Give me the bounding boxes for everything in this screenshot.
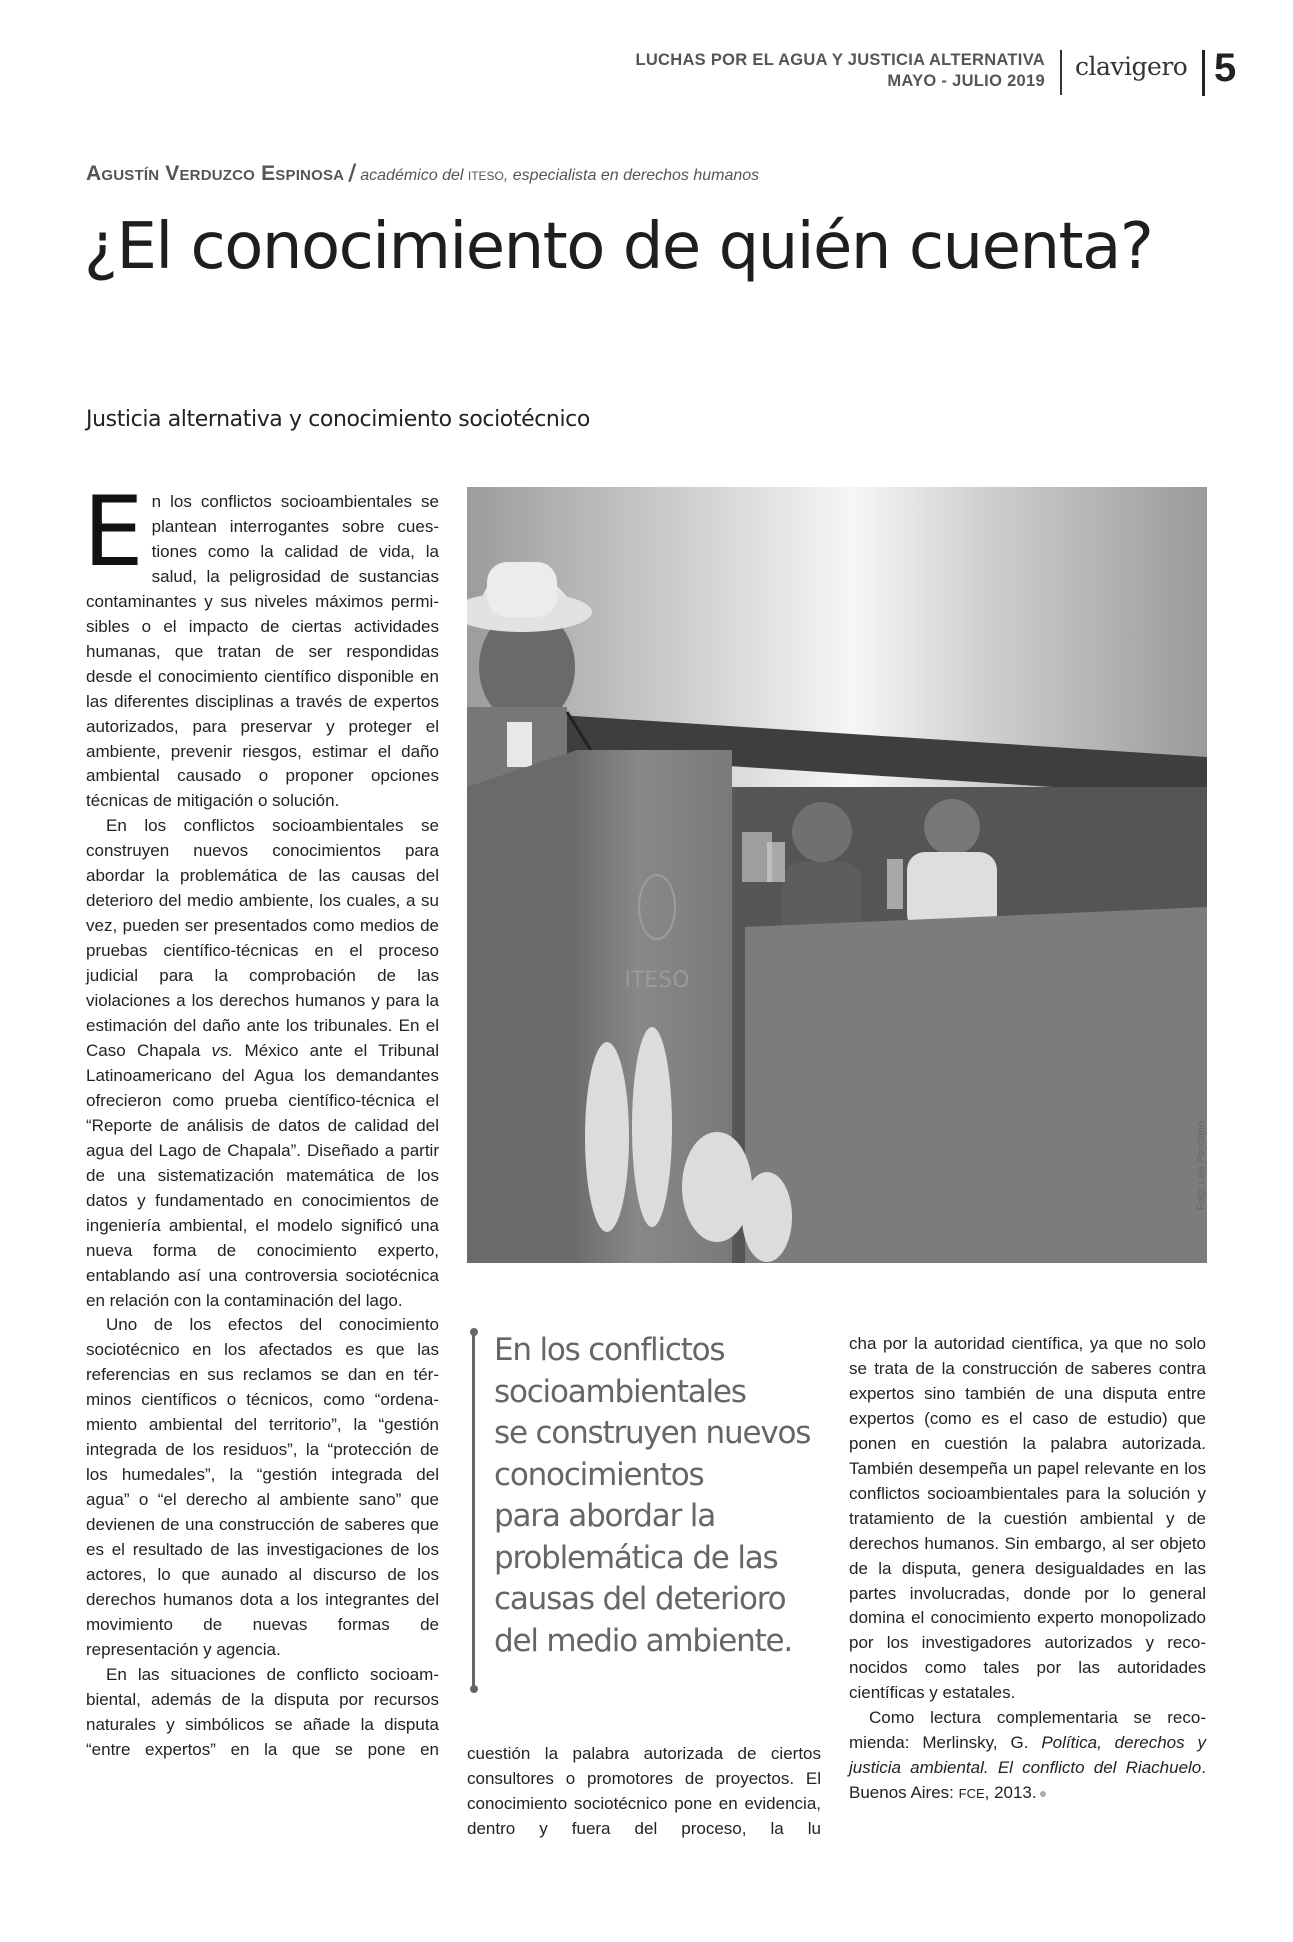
pull-quote-line: problemática de las: [494, 1539, 778, 1576]
publication-name: clavigero: [1075, 52, 1188, 81]
pull-quote-line: conocimientos: [494, 1456, 704, 1493]
institution: ITESO: [467, 169, 504, 183]
end-mark-icon: [1040, 1791, 1046, 1797]
running-header: [635, 50, 1045, 92]
role-text: , especialista en derechos humanos: [503, 167, 760, 184]
pull-quote-dot: [470, 1328, 478, 1336]
pull-quote-line: causas del deterioro: [494, 1581, 786, 1617]
paragraph: [86, 814, 439, 1313]
page-number: 5: [1214, 46, 1237, 90]
pull-quote-dot: [470, 1685, 478, 1693]
pull-quote-line: socioambientales: [494, 1373, 746, 1410]
pull-quote-line: En los conflictos: [494, 1332, 725, 1368]
pull-quote-line: se construyen nuevos: [494, 1415, 811, 1451]
paragraph-text: n los conflictos socioambientales se plantean interrogantes sobre cuestiones como la calidad de vida, la salud, la peligrosidad de sustancias contaminantes y sus niveles máximos permisibles o el impacto de ciertas actividades humanas, que tratan de ser respondidas desde el conocimiento científico disponible en las diferentes disciplinas a través de expertos autorizados, para preservar y proteger el ambiente, prevenir riesgos, estimar el daño ambiental causado o proponer opciones técnicas de mitigación o solución.: [86, 492, 439, 811]
event-photo-illustration: [467, 487, 1207, 1263]
paragraph: cha por la autoridad científica, ya que no solo se trata de la construcción de saberes contra expertos sino también de una disputa entre expertos (como es el caso de estudio) que ponen en cuestión la palabra autorizada. También desempeña un papel relevante en los conflictos socioambientales para la solución y tratamiento de la cuestión ambiental y de derechos humanos. Sin embargo, al ser objeto de la disputa, genera desigualdades en las partes involucradas, donde por lo general domina el conocimiento experto monopolizado por los investigadores autorizados y reconocidos como tales por las autoridades científicas y estatales.: [849, 1334, 1206, 1703]
issue-date: MAYO - JULIO 2019: [887, 72, 1045, 90]
article-title: ¿El conocimiento de quién cuenta?: [84, 210, 1153, 284]
header-divider: [1202, 50, 1205, 96]
paragraph-text: Como lectura complementaria se recomienda: Merlinsky, G.: [849, 1708, 1206, 1753]
paragraph: [83, 476, 439, 814]
article-photo: [467, 487, 1207, 1263]
paragraph-text: . Buenos Aires:: [849, 1758, 1206, 1803]
book-title: Política, derechos y justicia ambiental. El conflicto del Riachuelo: [849, 1733, 1206, 1778]
paragraph-text: En los conflictos socioambientales se construyen nuevos conocimientos para abordar la problemática de las causas del deterioro del medio ambiente, los cuales, a su vez, pueden ser presentados como medios de pruebas científico-técnicas en el proceso judicial para la comprobación de las violaciones a los derechos humanos y para la estimación del daño ante los tribunales. En el Caso Chapala: [86, 816, 439, 1060]
publisher: FCE: [958, 1786, 985, 1802]
pull-quote-line: para abordar la: [494, 1498, 715, 1534]
role-text: académico del: [360, 167, 468, 184]
drop-cap: E: [83, 476, 144, 588]
byline: [86, 161, 759, 186]
italic-text: vs.: [211, 1040, 234, 1060]
podium-logo: ITESO: [624, 968, 690, 993]
pull-quote: [494, 1330, 824, 1662]
body-column-3: [849, 1332, 1206, 1807]
body-column-1: [83, 476, 439, 1763]
byline-separator: /: [348, 161, 357, 186]
header-divider: [1060, 50, 1062, 95]
photo-credit: Foto: Luis Ponciano: [1196, 1121, 1207, 1210]
paragraph-text: , 2013.: [984, 1783, 1037, 1803]
paragraph: [849, 1706, 1206, 1807]
body-column-2: [467, 1742, 821, 1842]
article-subtitle: Justicia alternativa y conocimiento sociotécnico: [86, 407, 590, 432]
paragraph: En las situaciones de conflicto socioambiental, además de la disputa por recursos naturales y simbólicos se añade la disputa “entre expertos” en la que se pone en: [86, 1664, 439, 1759]
author-name: Agustín Verduzco Espinosa: [86, 162, 345, 185]
pull-quote-line: del medio ambiente.: [494, 1622, 793, 1659]
paragraph: cuestión la palabra autorizada de ciertos consultores o promotores de proyectos. El conocimiento sociotécnico pone en evidencia, dentro y fuera del proceso, la lu: [467, 1744, 821, 1838]
section-title: LUCHAS POR EL AGUA Y JUSTICIA ALTERNATIVA: [635, 51, 1045, 69]
author-role: [360, 167, 759, 184]
paragraph-text: México ante el Tribunal Latinoamericano del Agua los demandantes ofrecieron como prueba científico-técnica el “Reporte de análisis de datos de calidad del agua del Lago de Chapala”. Diseñado a partir de una sistematización matemática de los datos y fundamentado en conocimientos de ingeniería ambiental, el modelo significó una nueva forma de conocimiento experto, entablando así una controversia sociotécnica en relación con la contaminación del lago.: [86, 1040, 439, 1310]
paragraph: Uno de los efectos del conocimiento sociotécnico en los afectados es que las referencias en sus reclamos se dan en términos científicos o técnicos, como “ordenamiento ambiental del territorio”, la “gestión integrada de los residuos”, la “protección de los humedales”, la “gestión integrada del agua” o “el derecho al ambiente sano” que devienen de una construcción de saberes que es el resultado de las investigaciones de los actores, lo que aunado al discurso de los derechos humanos dota a los integrantes del movimiento de nuevas formas de representación y agencia.: [86, 1315, 439, 1659]
pull-quote-rule: [472, 1333, 475, 1689]
